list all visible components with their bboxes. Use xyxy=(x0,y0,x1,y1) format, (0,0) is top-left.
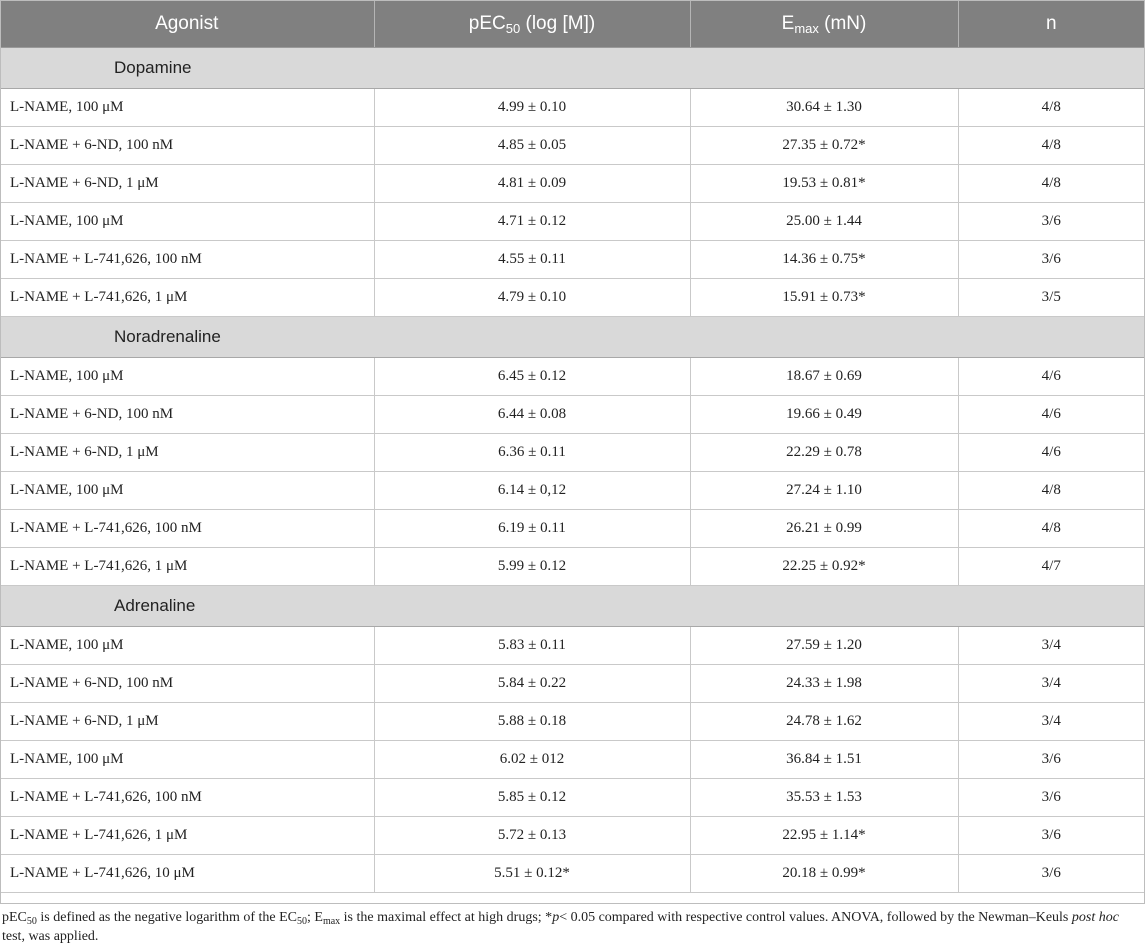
cell-agonist: L-NAME, 100 μM xyxy=(0,89,374,127)
cell-agonist: L-NAME, 100 μM xyxy=(0,741,374,779)
cell-agonist: L-NAME + 6-ND, 100 nM xyxy=(0,396,374,434)
table-row xyxy=(0,817,1144,855)
footnote-italic: p xyxy=(552,910,560,925)
cell-emax: 27.35 ± 0.72* xyxy=(690,127,958,165)
cell-emax: 24.33 ± 1.98 xyxy=(690,665,958,703)
cell-n: 4/6 xyxy=(958,358,1144,396)
cell-pec50: 4.71 ± 0.12 xyxy=(374,203,690,241)
cell-agonist: L-NAME + L-741,626, 1 μM xyxy=(0,279,374,317)
cell-pec50: 6.19 ± 0.11 xyxy=(374,510,690,548)
table-row xyxy=(0,396,1144,434)
cell-emax: 14.36 ± 0.75* xyxy=(690,241,958,279)
table-row xyxy=(0,703,1144,741)
cell-emax: 22.95 ± 1.14* xyxy=(690,817,958,855)
cell-agonist: L-NAME + L-741,626, 1 μM xyxy=(0,548,374,586)
group-label: Dopamine xyxy=(0,48,1144,89)
cell-pec50: 6.45 ± 0.12 xyxy=(374,358,690,396)
cell-agonist: L-NAME + L-741,626, 10 μM xyxy=(0,855,374,893)
table-row xyxy=(0,510,1144,548)
header-emax-text: E xyxy=(781,12,795,34)
table-row xyxy=(0,358,1144,396)
group-row xyxy=(0,317,1144,358)
footnote-text: ; E xyxy=(306,910,323,925)
cell-agonist: L-NAME + L-741,626, 100 nM xyxy=(0,241,374,279)
table-row xyxy=(0,241,1144,279)
group-label: Adrenaline xyxy=(0,586,1144,627)
footnote-text: < 0.05 compared with respective control values. ANOVA, followed by the Newman–Keuls xyxy=(559,910,1072,925)
cell-pec50: 5.51 ± 0.12* xyxy=(374,855,690,893)
table-row xyxy=(0,665,1144,703)
cell-n: 4/8 xyxy=(958,510,1144,548)
cell-pec50: 4.99 ± 0.10 xyxy=(374,89,690,127)
cell-pec50: 4.85 ± 0.05 xyxy=(374,127,690,165)
cell-emax: 24.78 ± 1.62 xyxy=(690,703,958,741)
table-row xyxy=(0,855,1144,893)
cell-pec50: 4.55 ± 0.11 xyxy=(374,241,690,279)
cell-agonist: L-NAME + 6-ND, 100 nM xyxy=(0,665,374,703)
cell-n: 3/4 xyxy=(958,627,1144,665)
footnote-text: test, was applied. xyxy=(2,929,99,944)
cell-n: 3/6 xyxy=(958,779,1144,817)
cell-emax: 35.53 ± 1.53 xyxy=(690,779,958,817)
table-footnote xyxy=(2,908,1137,946)
cell-pec50: 5.99 ± 0.12 xyxy=(374,548,690,586)
cell-pec50: 6.14 ± 0,12 xyxy=(374,472,690,510)
cell-n: 4/8 xyxy=(958,127,1144,165)
cell-emax: 19.53 ± 0.81* xyxy=(690,165,958,203)
table-row xyxy=(0,627,1144,665)
cell-emax: 20.18 ± 0.99* xyxy=(690,855,958,893)
cell-n: 4/7 xyxy=(958,548,1144,586)
table-row xyxy=(0,548,1144,586)
cell-pec50: 4.81 ± 0.09 xyxy=(374,165,690,203)
header-agonist: Agonist xyxy=(0,0,374,48)
cell-agonist: L-NAME, 100 μM xyxy=(0,627,374,665)
cell-agonist: L-NAME, 100 μM xyxy=(0,472,374,510)
table-row xyxy=(0,165,1144,203)
cell-pec50: 5.84 ± 0.22 xyxy=(374,665,690,703)
table-row xyxy=(0,434,1144,472)
cell-emax: 15.91 ± 0.73* xyxy=(690,279,958,317)
header-n: n xyxy=(958,0,1144,48)
cell-emax: 26.21 ± 0.99 xyxy=(690,510,958,548)
cell-n: 4/8 xyxy=(958,165,1144,203)
cell-pec50: 6.36 ± 0.11 xyxy=(374,434,690,472)
footnote-text: is defined as the negative logarithm of the EC xyxy=(36,910,297,925)
header-row xyxy=(0,0,1144,48)
cell-n: 3/6 xyxy=(958,817,1144,855)
header-pec50 xyxy=(374,0,690,48)
header-pec50-sub: 50 xyxy=(505,20,521,36)
header-emax-sub: max xyxy=(794,20,819,36)
footnote-italic: post hoc xyxy=(1071,910,1119,925)
cell-agonist: L-NAME, 100 μM xyxy=(0,358,374,396)
cell-agonist: L-NAME + L-741,626, 100 nM xyxy=(0,510,374,548)
footnote-text: is the maximal effect at high drugs; * xyxy=(340,910,553,925)
cell-emax: 22.29 ± 0.78 xyxy=(690,434,958,472)
group-label: Noradrenaline xyxy=(0,317,1144,358)
table-row xyxy=(0,779,1144,817)
cell-pec50: 6.44 ± 0.08 xyxy=(374,396,690,434)
group-row xyxy=(0,586,1144,627)
cell-n: 3/6 xyxy=(958,741,1144,779)
cell-pec50: 4.79 ± 0.10 xyxy=(374,279,690,317)
header-pec50-text: pEC xyxy=(468,12,506,34)
cell-pec50: 6.02 ± 012 xyxy=(374,741,690,779)
cell-agonist: L-NAME + 6-ND, 1 μM xyxy=(0,703,374,741)
table-row xyxy=(0,472,1144,510)
cell-agonist: L-NAME + L-741,626, 1 μM xyxy=(0,817,374,855)
cell-n: 3/4 xyxy=(958,703,1144,741)
table-row xyxy=(0,127,1144,165)
cell-n: 4/6 xyxy=(958,434,1144,472)
cell-n: 4/8 xyxy=(958,89,1144,127)
header-pec50-unit: (log [M]) xyxy=(520,12,596,34)
cell-pec50: 5.85 ± 0.12 xyxy=(374,779,690,817)
cell-emax: 18.67 ± 0.69 xyxy=(690,358,958,396)
cell-emax: 19.66 ± 0.49 xyxy=(690,396,958,434)
cell-emax: 22.25 ± 0.92* xyxy=(690,548,958,586)
cell-n: 3/6 xyxy=(958,855,1144,893)
table-row xyxy=(0,203,1144,241)
footnote-sub: max xyxy=(322,916,341,927)
cell-agonist: L-NAME + 6-ND, 1 μM xyxy=(0,165,374,203)
cell-emax: 25.00 ± 1.44 xyxy=(690,203,958,241)
header-emax xyxy=(690,0,958,48)
cell-agonist: L-NAME + 6-ND, 100 nM xyxy=(0,127,374,165)
footnote-sub: 50 xyxy=(26,916,37,927)
table-body xyxy=(0,48,1144,893)
table-row xyxy=(0,279,1144,317)
cell-pec50: 5.83 ± 0.11 xyxy=(374,627,690,665)
footnote-text: pEC xyxy=(2,910,27,925)
cell-n: 3/4 xyxy=(958,665,1144,703)
table-row xyxy=(0,741,1144,779)
cell-agonist: L-NAME, 100 μM xyxy=(0,203,374,241)
cell-n: 3/6 xyxy=(958,203,1144,241)
cell-n: 3/6 xyxy=(958,241,1144,279)
cell-emax: 36.84 ± 1.51 xyxy=(690,741,958,779)
table-row xyxy=(0,89,1144,127)
group-row xyxy=(0,48,1144,89)
cell-pec50: 5.72 ± 0.13 xyxy=(374,817,690,855)
cell-n: 4/6 xyxy=(958,396,1144,434)
cell-emax: 30.64 ± 1.30 xyxy=(690,89,958,127)
cell-emax: 27.24 ± 1.10 xyxy=(690,472,958,510)
header-emax-unit: (mN) xyxy=(818,12,867,34)
cell-pec50: 5.88 ± 0.18 xyxy=(374,703,690,741)
cell-emax: 27.59 ± 1.20 xyxy=(690,627,958,665)
cell-n: 4/8 xyxy=(958,472,1144,510)
footnote-sub: 50 xyxy=(296,916,307,927)
cell-agonist: L-NAME + L-741,626, 100 nM xyxy=(0,779,374,817)
cell-agonist: L-NAME + 6-ND, 1 μM xyxy=(0,434,374,472)
cell-n: 3/5 xyxy=(958,279,1144,317)
